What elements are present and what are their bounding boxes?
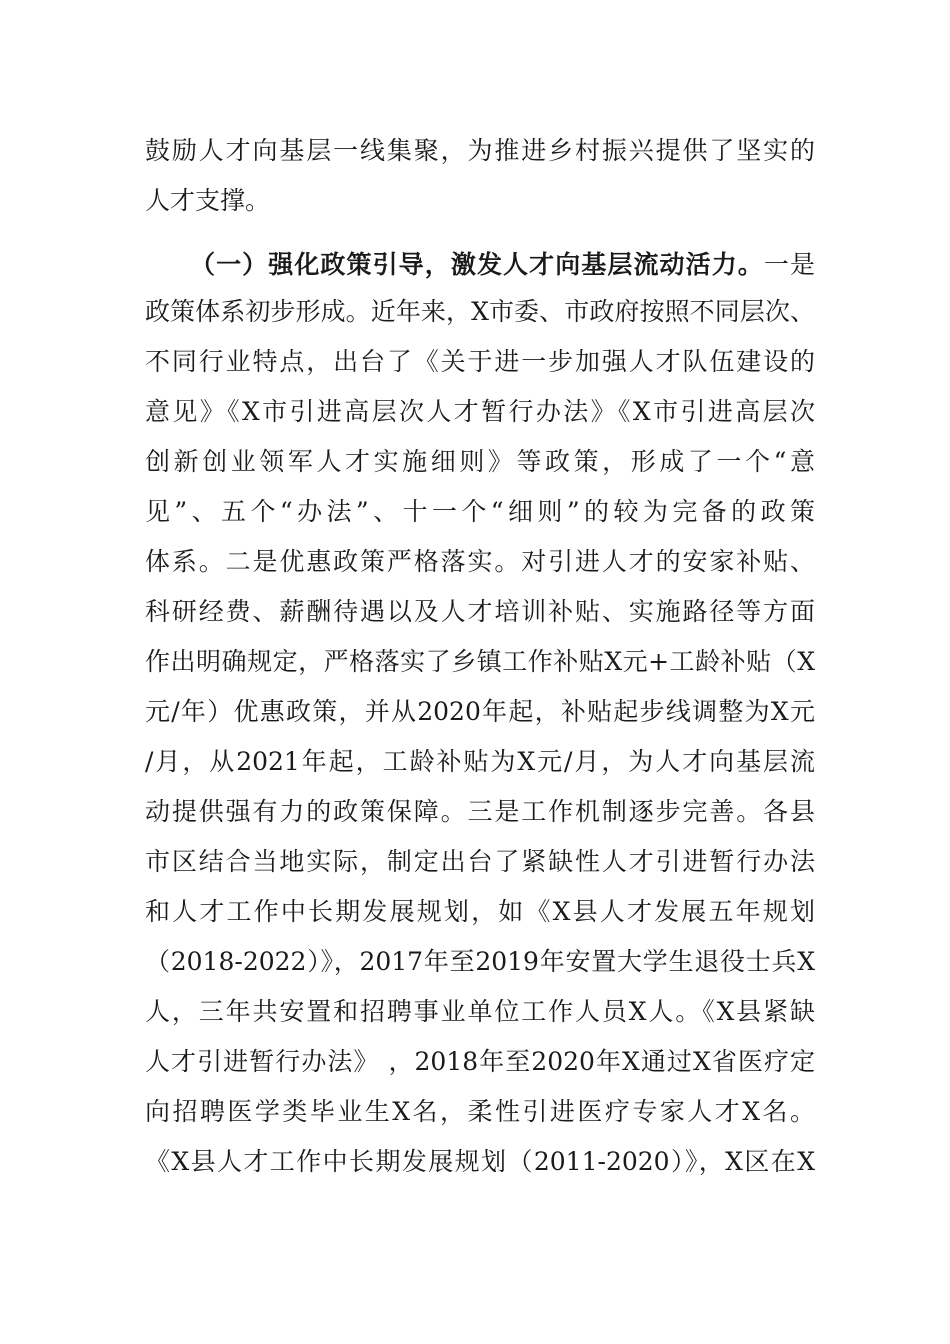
body-line-13: 和人才工作中长期发展规划，如《X县人才发展五年规划	[145, 897, 815, 926]
intro-line-1: 鼓励人才向基层一线集聚，为推进乡村振兴提供了坚实的	[145, 136, 815, 165]
body-line-2: 不同行业特点，出台了《关于进一步加强人才队伍建设的	[145, 347, 815, 376]
body-line-18: 《X县人才工作中长期发展规划（2011-2020）》，X区在X	[145, 1147, 815, 1176]
body-line-14: （2018-2022）》，2017年至2019年安置大学生退役士兵X	[145, 947, 815, 976]
body-line-9: 元/年）优惠政策，并从2020年起，补贴起步线调整为X元	[145, 697, 815, 726]
body-line-8: 作出明确规定，严格落实了乡镇工作补贴X元+工龄补贴（X	[145, 647, 815, 676]
body-line-4: 创新创业领军人才实施细则》等政策，形成了一个“意	[145, 447, 815, 476]
body-line-16: 人才引进暂行办法》 ，2018年至2020年X通过X省医疗定	[145, 1047, 815, 1076]
body-line-10: /月，从2021年起，工龄补贴为X元/月，为人才向基层流	[145, 747, 815, 776]
body-line-15: 人，三年共安置和招聘事业单位工作人员X人。《X县紧缺	[145, 997, 815, 1026]
body-line-5: 见”、五个“办法”、十一个“细则”的较为完备的政策	[145, 497, 815, 526]
body-line-7: 科研经费、薪酬待遇以及人才培训补贴、实施路径等方面	[145, 597, 815, 626]
section-first-line	[190, 250, 815, 280]
section-first-line-rest: 一是	[763, 250, 815, 279]
body-line-3: 意见》《X市引进高层次人才暂行办法》《X市引进高层次	[145, 397, 815, 426]
body-line-12: 市区结合当地实际，制定出台了紧缺性人才引进暂行办法	[145, 847, 815, 876]
intro-line-2: 人才支撑。	[145, 186, 271, 215]
section-heading: （一）强化政策引导，激发人才向基层流动活力。	[190, 250, 764, 279]
body-line-11: 动提供强有力的政策保障。三是工作机制逐步完善。各县	[145, 797, 815, 826]
body-line-1: 政策体系初步形成。近年来，X市委、市政府按照不同层次、	[145, 297, 815, 326]
body-line-17: 向招聘医学类毕业生X名，柔性引进医疗专家人才X名。	[145, 1097, 815, 1126]
body-line-6: 体系。二是优惠政策严格落实。对引进人才的安家补贴、	[145, 547, 815, 576]
